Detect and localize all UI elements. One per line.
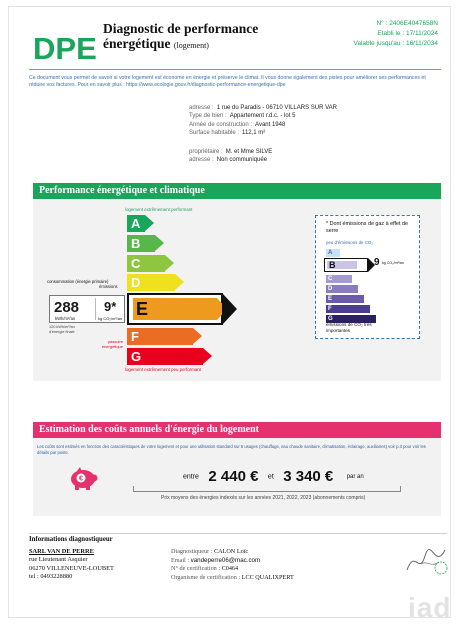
- email-value: vandeperre06@mac.com: [190, 556, 261, 564]
- scale-bottom-label: logement extrêmement peu performant: [125, 367, 201, 372]
- owner-row: [189, 148, 337, 156]
- email-label: Email :: [171, 556, 190, 564]
- final-energy-note: 120 kWh/m²/an d'énergie finale: [49, 325, 75, 334]
- diagnostician-company-block: [29, 548, 114, 581]
- ges-class-f: F: [326, 305, 370, 313]
- address-value: 1 rue du Paradis - 06710 VILLARS SUR VAR: [216, 105, 337, 111]
- cost-high: 3 340 €: [283, 468, 334, 486]
- ges-panel: [315, 215, 420, 339]
- org-value: LCC QUALIXPERT: [241, 573, 294, 581]
- costs-section-title: Estimation des coûts annuels d'énergie du logement: [33, 422, 441, 438]
- company-phone: tel : 0493228880: [29, 572, 73, 580]
- energy-class-c: C: [127, 255, 165, 272]
- scale-top-label: logement extrêmement performant: [125, 207, 193, 212]
- ges-value: 9: [374, 257, 380, 268]
- valid-until-date: Valable jusqu'au : 16/11/2034: [353, 40, 438, 47]
- company-street: rue Lieutenant Asquier: [29, 556, 88, 564]
- ges-unit: kg CO₂/m²/an: [382, 261, 404, 265]
- ges-class-d: D: [326, 285, 358, 293]
- consumption-value: 288: [54, 299, 80, 316]
- ges-class-e: E: [326, 295, 364, 303]
- ges-footer: émissions de CO₂ très importantes: [326, 322, 372, 333]
- energy-class-g: G: [127, 348, 203, 365]
- org-label: Organisme de certification :: [171, 573, 241, 581]
- emissions-unit: kg CO₂/m²/an: [98, 316, 123, 321]
- diagnostician-heading: Informations diagnostiqueur: [29, 536, 113, 543]
- consumption-unit: kWh/m²/an: [55, 316, 76, 321]
- title-text: Diagnostic de performance énergétique: [103, 21, 259, 51]
- svg-text:€: €: [79, 475, 83, 483]
- diagnostician-name-row: [171, 548, 294, 557]
- ges-class-b: B: [327, 261, 357, 269]
- cert-value: C0464: [221, 565, 239, 572]
- energy-class-b: B: [127, 235, 155, 252]
- costs-section: [33, 422, 441, 516]
- type-row: [189, 112, 337, 120]
- ges-title: * Dont émissions de gaz à effet de serre: [326, 221, 409, 234]
- ges-class-a: A: [326, 249, 340, 257]
- document-number: N° : 2406E4047658N: [376, 20, 438, 27]
- diagnostician-name: CALON Loïc: [213, 548, 249, 555]
- surface-row: [189, 129, 337, 137]
- surface-value: 112,1 m²: [242, 130, 266, 137]
- company-city: 06270 VILLENEUVE-LOUBET: [29, 564, 114, 572]
- address-row: [189, 104, 337, 112]
- cost-low: 2 440 €: [208, 468, 259, 486]
- performance-section-title: Performance énergétique et climatique: [33, 183, 441, 199]
- diagnostician-details: [171, 548, 294, 582]
- cost-price-note: Prix moyens des énergies indexés sur les années 2021, 2022, 2023 (abonnements compris): [161, 495, 366, 501]
- current-values-box: [49, 295, 125, 323]
- owner-label: propriétaire :: [189, 148, 223, 155]
- cost-and: et: [267, 473, 274, 481]
- year-label: Année de construction :: [189, 121, 253, 128]
- energy-class-f: F: [127, 328, 193, 345]
- cert-row: [171, 565, 294, 574]
- cost-bracket: [133, 486, 401, 492]
- signature-stamp: [401, 540, 451, 578]
- current-ges-class: [324, 258, 368, 272]
- costs-note: Les coûts sont estimés en fonction des caractéristiques de votre logement et pour une utilisation standard sur 5 usages (chauffage, eau chaude sanitaire, climatisation, éclairage, auxiliaires) voir p.3 pour voir les détails par poste.: [37, 444, 426, 455]
- year-value: Avant 1948: [255, 121, 286, 128]
- owner-address-label: adresse :: [189, 157, 214, 164]
- document-title: [103, 21, 323, 53]
- performance-section: [33, 183, 441, 381]
- owner-address-row: [189, 156, 337, 164]
- intro-text: Ce document vous permet de savoir si votre logement est économe en énergie et préserve le climat. Il vous donne également des pistes pour améliorer ses performances et réduire vos factures. Pour en savoir plus : https://www.ecologie.gouv.fr/diagnostic-performance-energetique-dpe: [29, 69, 441, 89]
- iad-watermark: iad: [408, 592, 452, 623]
- cert-label: N° de certification :: [171, 565, 221, 572]
- cost-range: [183, 468, 364, 486]
- type-value: Appartement r.d.c. - lot 5: [229, 113, 296, 120]
- year-row: [189, 121, 337, 129]
- consumption-label: consommation (énergie primaire): [47, 279, 109, 284]
- surface-label: Surface habitable :: [189, 130, 240, 137]
- diagnostician-name-label: Diagnostiqueur :: [171, 548, 213, 555]
- energy-class-d: D: [127, 274, 175, 291]
- org-row: [171, 574, 294, 583]
- title-suffix: (logement): [173, 41, 209, 50]
- energy-class-a: A: [127, 215, 145, 232]
- email-row: [171, 557, 294, 566]
- current-energy-class: [127, 293, 223, 325]
- owner-address-value: Non communiquée: [216, 157, 268, 164]
- emissions-value: 9*: [104, 299, 117, 314]
- owner-value: M. et Mme SILVE: [225, 148, 273, 155]
- cost-per-year: par an: [346, 473, 364, 480]
- cost-between: entre: [183, 473, 199, 481]
- piggy-bank-icon: [67, 465, 99, 491]
- ges-class-c: C: [326, 275, 352, 283]
- company-name: SARL VAN DE PERRE: [29, 548, 94, 555]
- property-info: [189, 104, 337, 164]
- established-date: Etabli le : 17/11/2024: [377, 30, 438, 37]
- ges-subtitle: peu d'émissions de CO₂: [326, 240, 373, 245]
- type-label: Type de bien :: [189, 113, 227, 120]
- emissions-label: émissions: [99, 284, 118, 289]
- energy-class-e: E: [133, 298, 217, 320]
- passive-label: passoire énergétique: [101, 339, 123, 349]
- address-label: adresse :: [189, 105, 214, 111]
- ges-class-g: G: [326, 315, 376, 323]
- dpe-document: [8, 6, 451, 618]
- diagnostician-section: [29, 533, 447, 587]
- dpe-logo: DPE: [33, 31, 97, 66]
- document-meta: [354, 19, 438, 49]
